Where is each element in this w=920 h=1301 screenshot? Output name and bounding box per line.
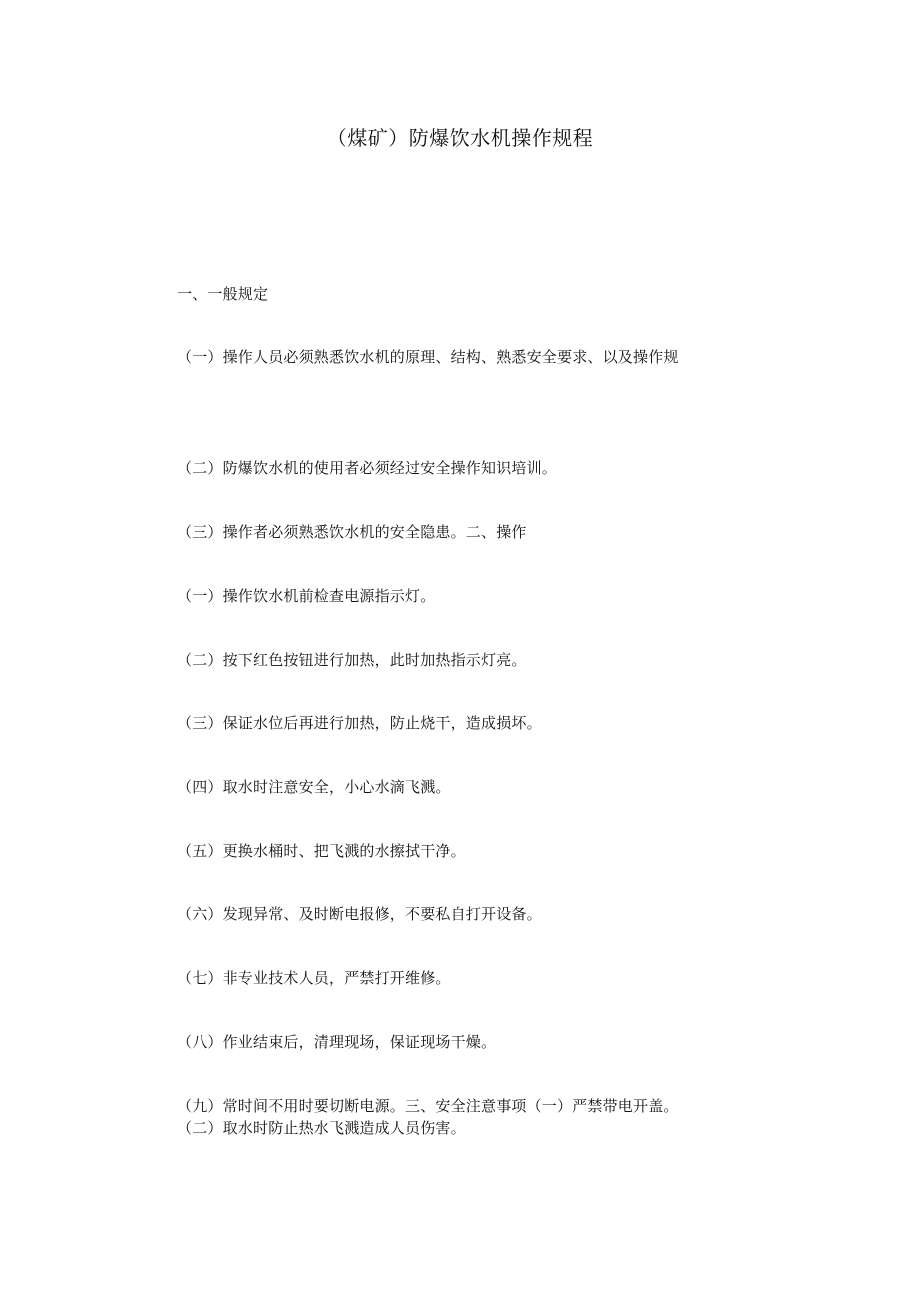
section-heading-general: 一、一般规定 xyxy=(177,285,269,303)
paragraph-line: （一）操作饮水机前检查电源指示灯。 xyxy=(177,587,436,605)
paragraph-line: （八）作业结束后，清理现场，保证现场干燥。 xyxy=(177,1033,497,1051)
paragraph-line: （二）取水时防止热水飞溅造成人员伤害。 xyxy=(177,1119,466,1137)
paragraph-line: （三）操作者必须熟悉饮水机的安全隐患。二、操作 xyxy=(177,523,527,541)
paragraph-line: （三）保证水位后再进行加热，防止烧干，造成损坏。 xyxy=(177,714,542,732)
paragraph-line: （一）操作人员必须熟悉饮水机的原理、结构、熟悉安全要求、以及操作规 xyxy=(177,348,679,366)
paragraph-line: （二）防爆饮水机的使用者必须经过安全操作知识培训。 xyxy=(177,459,558,477)
paragraph-line: （六）发现异常、及时断电报修，不要私自打开设备。 xyxy=(177,905,542,923)
paragraph-line: （五）更换水桶时、把飞溅的水擦拭干净。 xyxy=(177,842,466,860)
paragraph-line: （四）取水时注意安全，小心水滴飞溅。 xyxy=(177,778,451,796)
paragraph-line: （七）非专业技术人员，严禁打开维修。 xyxy=(177,969,451,987)
paragraph-line: （二）按下红色按钮进行加热，此时加热指示灯亮。 xyxy=(177,651,527,669)
document-title: （煤矿）防爆饮水机操作规程 xyxy=(326,126,594,150)
paragraph-line: （九）常时间不用时要切断电源。三、安全注意事项（一）严禁带电开盖。 xyxy=(177,1097,679,1115)
